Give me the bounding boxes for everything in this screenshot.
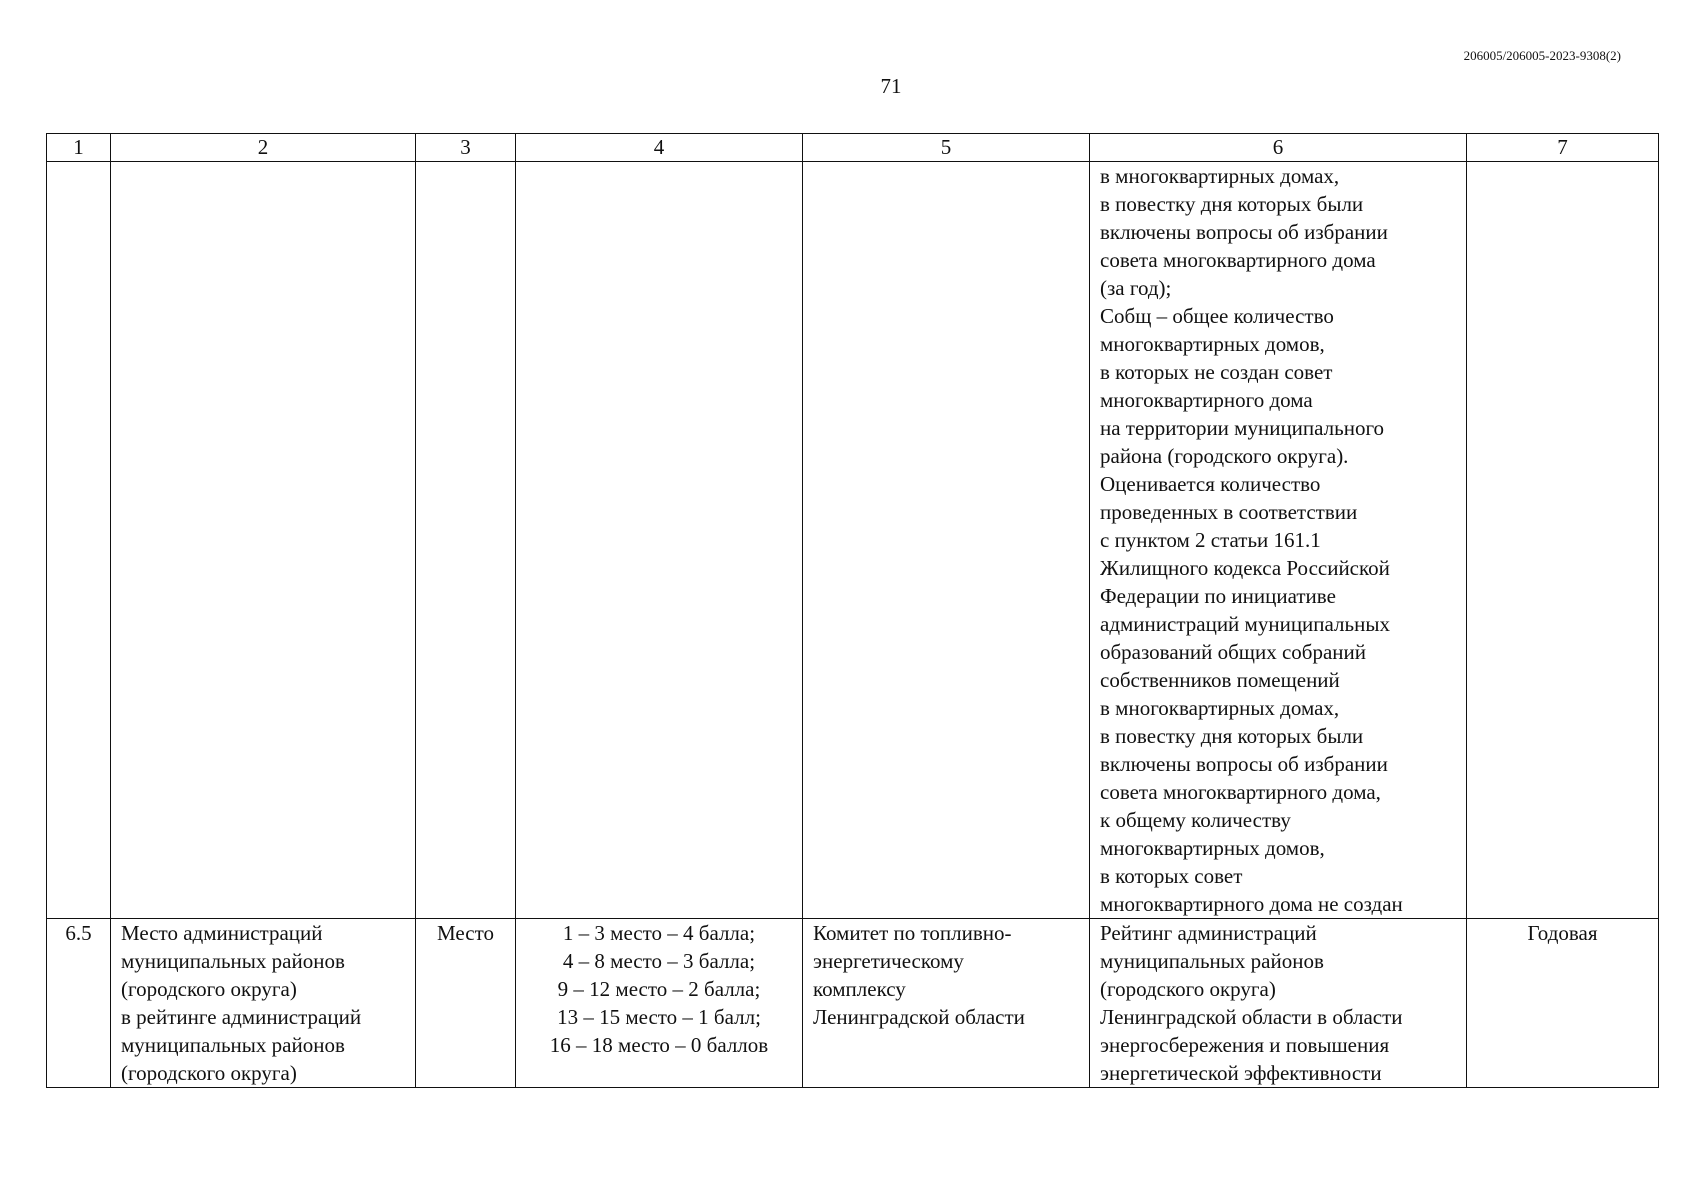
column-number-2: 2 bbox=[111, 134, 416, 162]
responsible-text bbox=[813, 919, 1079, 1031]
text-line: муниципальных районов bbox=[121, 1033, 345, 1057]
text-line: в повестку дня которых были bbox=[1100, 724, 1364, 748]
column-number-row bbox=[47, 134, 1659, 162]
column-number-3: 3 bbox=[416, 134, 516, 162]
text-line: муниципальных районов bbox=[121, 949, 345, 973]
text-line: 13 – 15 место – 1 балл; bbox=[557, 1005, 761, 1029]
text-line: в многоквартирных домах, bbox=[1100, 164, 1340, 188]
indicator-name-cell bbox=[111, 919, 416, 1088]
scoring-cell bbox=[516, 919, 803, 1088]
text-line: (за год); bbox=[1100, 276, 1172, 300]
text-line: Рейтинг администраций bbox=[1100, 921, 1317, 945]
text-line: многоквартирных домов, bbox=[1100, 332, 1325, 356]
responsible-cell bbox=[803, 919, 1090, 1088]
row-number: 6.5 bbox=[47, 919, 111, 1088]
text-line: Ленинградской области в области bbox=[1100, 1005, 1403, 1029]
text-line: 9 – 12 место – 2 балла; bbox=[557, 977, 761, 1001]
column-number-6: 6 bbox=[1090, 134, 1467, 162]
text-line: совета многоквартирного дома, bbox=[1100, 780, 1381, 804]
text-line: Оценивается количество bbox=[1100, 472, 1321, 496]
text-line: 1 – 3 место – 4 балла; bbox=[562, 921, 756, 945]
page-number: 71 bbox=[880, 74, 902, 98]
text-line: Собщ – общее количество bbox=[1100, 304, 1334, 328]
text-line: энергосбережения и повышения bbox=[1100, 1033, 1390, 1057]
text-line: образований общих собраний bbox=[1100, 640, 1366, 664]
text-line: в которых не создан совет bbox=[1100, 360, 1333, 384]
text-line: района (городского округа). bbox=[1100, 444, 1349, 468]
text-line: (городского округа) bbox=[121, 1061, 297, 1085]
text-line: включены вопросы об избрании bbox=[1100, 220, 1388, 244]
text-line: Комитет по топливно- bbox=[813, 921, 1012, 945]
text-line: в многоквартирных домах, bbox=[1100, 696, 1340, 720]
text-line: многоквартирного дома bbox=[1100, 388, 1313, 412]
text-line: многоквартирных домов, bbox=[1100, 836, 1325, 860]
text-line: энергетической эффективности bbox=[1100, 1061, 1382, 1085]
frequency-cell: Годовая bbox=[1467, 919, 1659, 1088]
text-line: с пунктом 2 статьи 161.1 bbox=[1100, 528, 1321, 552]
text-line: комплексу bbox=[813, 977, 906, 1001]
text-line: в которых совет bbox=[1100, 864, 1243, 888]
column-number-1: 1 bbox=[47, 134, 111, 162]
continuation-cell-2 bbox=[111, 162, 416, 919]
document-id: 206005/206005-2023-9308(2) bbox=[1463, 48, 1621, 63]
text-line: совета многоквартирного дома bbox=[1100, 248, 1376, 272]
text-line: на территории муниципального bbox=[1100, 416, 1385, 440]
text-line: Ленинградской области bbox=[813, 1005, 1025, 1029]
continuation-cell-3 bbox=[416, 162, 516, 919]
column-number-7: 7 bbox=[1467, 134, 1659, 162]
unit-cell: Место bbox=[416, 919, 516, 1088]
method-cell bbox=[1090, 919, 1467, 1088]
text-line: энергетическому bbox=[813, 949, 964, 973]
column-number-4: 4 bbox=[516, 134, 803, 162]
text-line: Федерации по инициативе bbox=[1100, 584, 1336, 608]
indicator-name-text bbox=[121, 919, 405, 1087]
indicators-table bbox=[46, 133, 1659, 1088]
text-line: (городского округа) bbox=[121, 977, 297, 1001]
text-line: собственников помещений bbox=[1100, 668, 1340, 692]
continuation-method-text bbox=[1100, 162, 1456, 918]
text-line: администраций муниципальных bbox=[1100, 612, 1390, 636]
column-number-5: 5 bbox=[803, 134, 1090, 162]
text-line: в рейтинге администраций bbox=[121, 1005, 362, 1029]
text-line: Жилищного кодекса Российской bbox=[1100, 556, 1390, 580]
text-line: к общему количеству bbox=[1100, 808, 1291, 832]
continuation-method-cell bbox=[1090, 162, 1467, 919]
method-text bbox=[1100, 919, 1456, 1087]
text-line: многоквартирного дома не создан bbox=[1100, 892, 1403, 916]
text-line: в повестку дня которых были bbox=[1100, 192, 1364, 216]
text-line: включены вопросы об избрании bbox=[1100, 752, 1388, 776]
continuation-row bbox=[47, 162, 1659, 919]
scoring-text bbox=[526, 919, 792, 1059]
continuation-cell-7 bbox=[1467, 162, 1659, 919]
text-line: 4 – 8 место – 3 балла; bbox=[562, 949, 756, 973]
text-line: 16 – 18 место – 0 баллов bbox=[549, 1033, 769, 1057]
table-row-6-5 bbox=[47, 919, 1659, 1088]
text-line: проведенных в соответствии bbox=[1100, 500, 1358, 524]
text-line: (городского округа) bbox=[1100, 977, 1276, 1001]
continuation-cell-1 bbox=[47, 162, 111, 919]
text-line: Место администраций bbox=[121, 921, 323, 945]
continuation-cell-4 bbox=[516, 162, 803, 919]
text-line: муниципальных районов bbox=[1100, 949, 1324, 973]
continuation-cell-5 bbox=[803, 162, 1090, 919]
